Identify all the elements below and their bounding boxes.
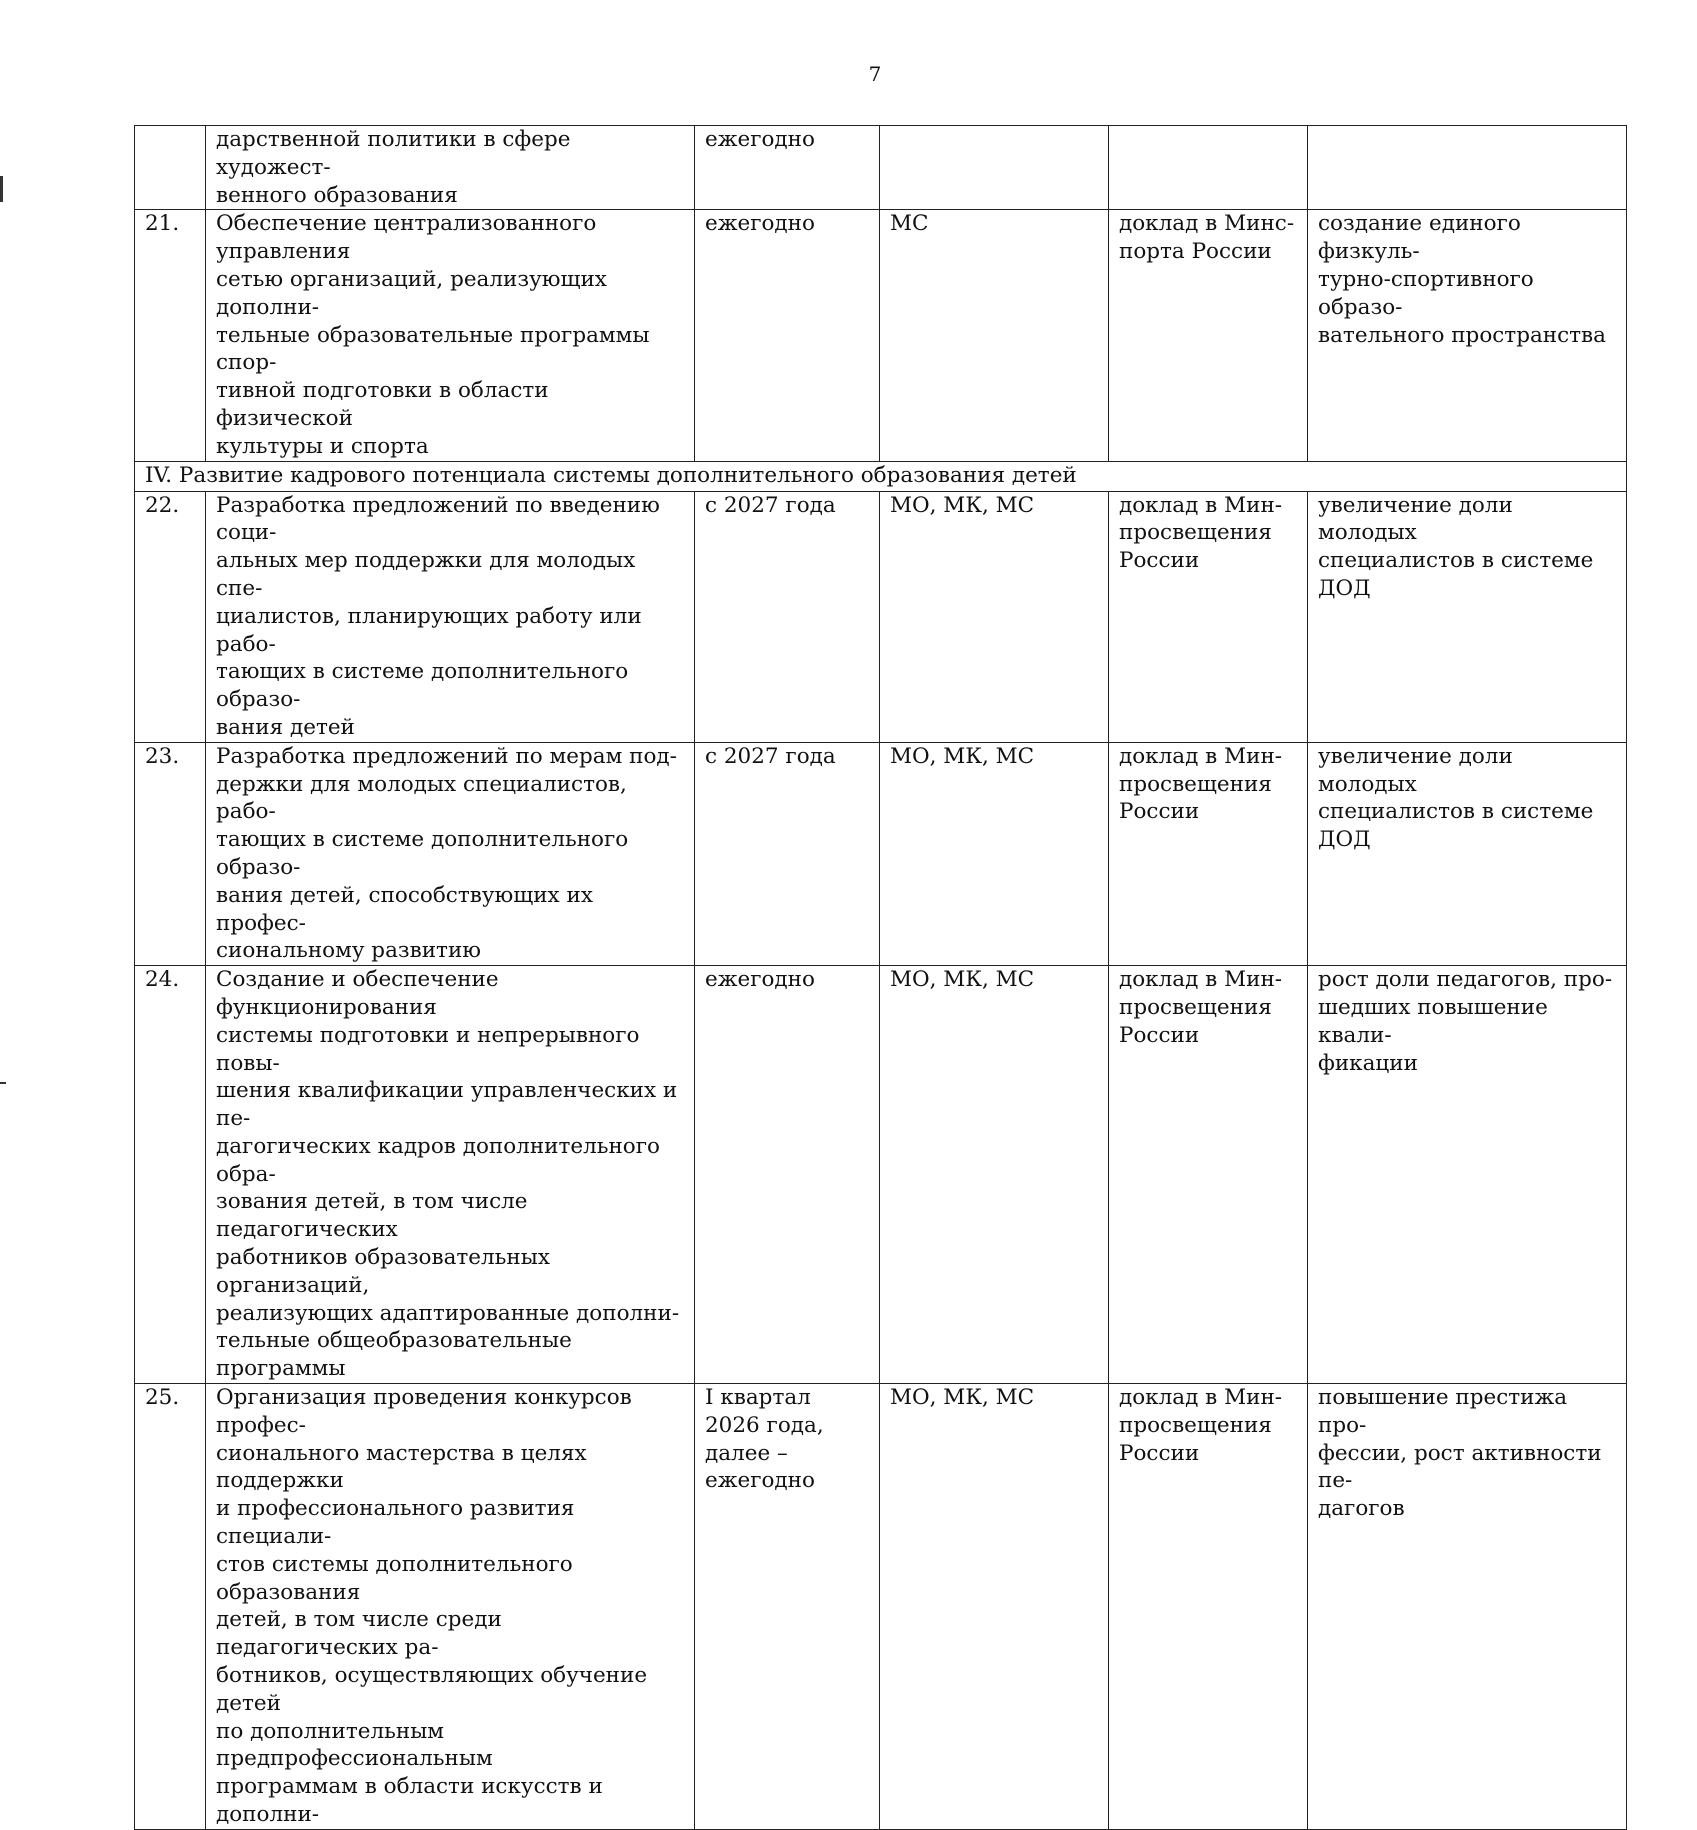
- result-form: доклад в Мин- просвещения России: [1119, 743, 1283, 825]
- section-title: IV. Развитие кадрового потенциала системы дополнительного образования детей: [135, 461, 1627, 491]
- scan-edge-mark: [0, 1082, 6, 1084]
- item-number: 22.: [145, 492, 180, 518]
- deadline: I квартал 2026 года, далее – ежегодно: [705, 1385, 824, 1494]
- item-number-cell: [135, 491, 206, 742]
- result-form: доклад в Мин- просвещения России: [1119, 492, 1283, 574]
- action-plan-table: [134, 125, 1627, 1830]
- table-row: [135, 491, 1627, 742]
- item-number-cell: [135, 966, 206, 1384]
- responsible-bodies-cell: [880, 966, 1109, 1384]
- result-form-cell: [1109, 126, 1308, 210]
- expected-result: рост доли педагогов, про- шедших повышение квали- фикации: [1318, 967, 1613, 1076]
- action-description-cell: [206, 210, 695, 461]
- action-description-cell: [206, 1384, 695, 1830]
- table-row: [135, 210, 1627, 461]
- result-form-cell: [1109, 491, 1308, 742]
- responsible-bodies-cell: [880, 210, 1109, 461]
- result-form-cell: [1109, 742, 1308, 965]
- item-number: 24.: [145, 967, 180, 993]
- expected-result: увеличение доли молодых специалистов в системе ДОД: [1318, 492, 1594, 601]
- expected-result: увеличение доли молодых специалистов в системе ДОД: [1318, 743, 1594, 853]
- responsible-bodies-cell: [880, 742, 1109, 965]
- responsible-bodies-cell: [880, 491, 1109, 742]
- table-row: [135, 126, 1627, 210]
- responsible-bodies: МО, МК, МС: [890, 743, 1035, 769]
- page-number: 7: [868, 62, 882, 86]
- deadline-cell: [695, 126, 880, 210]
- deadline-cell: [695, 1384, 880, 1830]
- item-number: 25.: [145, 1385, 180, 1411]
- result-form: доклад в Мин- просвещения России: [1119, 1385, 1283, 1466]
- deadline: ежегодно: [705, 967, 815, 993]
- deadline-cell: [695, 491, 880, 742]
- responsible-bodies: МО, МК, МС: [890, 1385, 1035, 1411]
- responsible-bodies-cell: [880, 1384, 1109, 1830]
- result-form-cell: [1109, 1384, 1308, 1830]
- responsible-bodies: МС: [890, 211, 929, 237]
- action-description: Организация проведения конкурсов профес- сионального мастерства в целях поддержки и профессионального развития специали- стов системы дополнительного образования детей, в том числе среди педагогических ра- ботников, осуществляющих обучение детей по дополнительным предпрофессиональным программам в области искусств и дополни-: [216, 1385, 648, 1828]
- action-description-cell: [206, 966, 695, 1384]
- result-form-cell: [1109, 966, 1308, 1384]
- expected-result: повышение престижа про- фессии, рост активности пе- дагогов: [1318, 1385, 1602, 1522]
- item-number: 23.: [145, 743, 180, 769]
- table-row: [135, 1384, 1627, 1830]
- item-number-cell: [135, 742, 206, 965]
- deadline-cell: [695, 210, 880, 461]
- responsible-bodies-cell: [880, 126, 1109, 210]
- item-number-cell: [135, 126, 206, 210]
- scan-edge-mark: [0, 176, 3, 202]
- expected-result-cell: [1308, 491, 1627, 742]
- action-description-cell: [206, 742, 695, 965]
- item-number-cell: [135, 1384, 206, 1830]
- table-row: [135, 742, 1627, 965]
- expected-result-cell: [1308, 742, 1627, 965]
- action-description: Разработка предложений по мерам под- держки для молодых специалистов, рабо- тающих в системе дополнительного образо- вания детей, способствующих их профес- сиональному развитию: [216, 743, 677, 964]
- deadline-cell: [695, 966, 880, 1384]
- action-description: Создание и обеспечение функционирования системы подготовки и непрерывного повы- шения квалификации управленческих и пе- дагогических кадров дополнительного обра- зования детей, в том числе педагогических работников образовательных организаций, реализующих адаптированные дополни- тельные общеобразовательные программы: [216, 967, 680, 1382]
- expected-result-cell: [1308, 126, 1627, 210]
- section-header-row: [135, 461, 1627, 491]
- action-description: дарственной политики в сфере художест- венного образования: [216, 127, 571, 208]
- responsible-bodies: МО, МК, МС: [890, 967, 1035, 993]
- item-number: 21.: [145, 211, 180, 237]
- deadline: с 2027 года: [705, 492, 836, 518]
- action-description-cell: [206, 126, 695, 210]
- expected-result-cell: [1308, 210, 1627, 461]
- expected-result-cell: [1308, 966, 1627, 1384]
- action-plan-body: [135, 126, 1627, 1830]
- action-description: Разработка предложений по введению соци- альных мер поддержки для молодых спе- циалистов, планирующих работу или рабо- тающих в системе дополнительного образо- вания детей: [216, 492, 660, 740]
- table-row: [135, 966, 1627, 1384]
- result-form: доклад в Мин- просвещения России: [1119, 967, 1283, 1048]
- deadline-cell: [695, 742, 880, 965]
- action-description-cell: [206, 491, 695, 742]
- action-description: Обеспечение централизованного управления сетью организаций, реализующих дополни- тельные образовательные программы спор- тивной подготовки в области физической культуры и спорта: [216, 211, 650, 459]
- deadline: ежегодно: [705, 211, 815, 237]
- result-form: доклад в Минс- порта России: [1119, 211, 1295, 265]
- expected-result-cell: [1308, 1384, 1627, 1830]
- deadline: с 2027 года: [705, 743, 836, 769]
- responsible-bodies: МО, МК, МС: [890, 492, 1035, 518]
- result-form-cell: [1109, 210, 1308, 461]
- item-number-cell: [135, 210, 206, 461]
- expected-result: создание единого физкуль- турно-спортивного образо- вательного пространства: [1318, 211, 1606, 348]
- deadline: ежегодно: [705, 127, 815, 152]
